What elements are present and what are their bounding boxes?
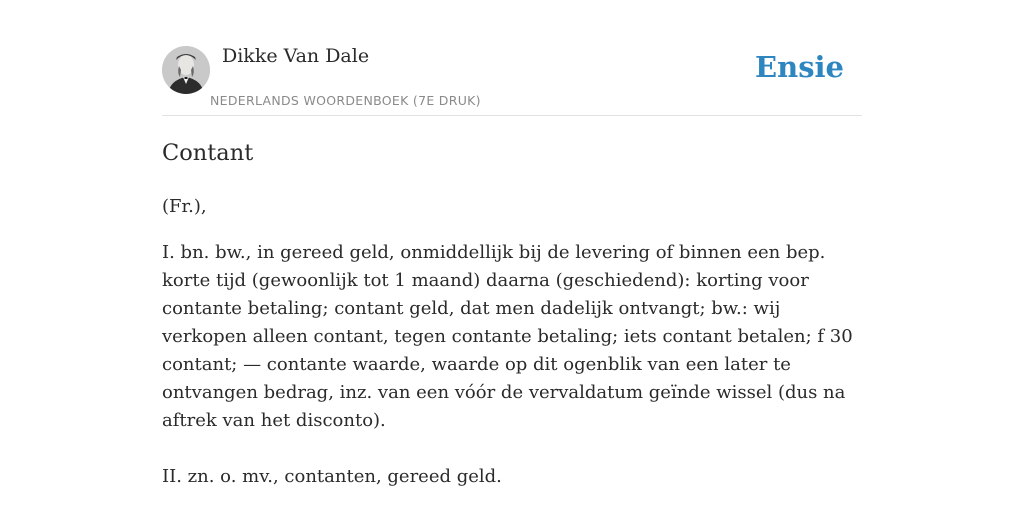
source-subtitle: NEDERLANDS WOORDENBOEK (7E DRUK) <box>210 93 481 108</box>
avatar[interactable] <box>162 46 210 94</box>
entry-body <box>162 193 862 509</box>
source-header <box>162 44 862 116</box>
source-name[interactable]: Dikke Van Dale <box>222 45 370 67</box>
entry-title: Contant <box>162 140 254 166</box>
entry-paragraph-sense-2: II. zn. o. mv., contanten, gereed geld. <box>162 466 502 487</box>
portrait-photo-icon <box>162 46 210 94</box>
ensie-logo[interactable]: Ensie <box>755 50 844 84</box>
entry-paragraph-sense-1: I. bn. bw., in gereed geld, onmiddellijk bij de levering of binnen een bep. korte tijd (gewoonlijk tot 1 maand) daarna (geschiedend): korting voor contante betaling; contant geld, dat men dadelijk ontvangt; bw.: wij verkopen alleen contant, tegen contante betaling; iets contant betalen; f 30 contant; — contante waarde, waarde op dit ogenblik van een later te ontvangen bedrag, inz. van een vóór de vervaldatum geïnde wissel (dus na aftrek van het disconto). <box>162 242 853 431</box>
entry-paragraph-origin: (Fr.), <box>162 196 207 217</box>
